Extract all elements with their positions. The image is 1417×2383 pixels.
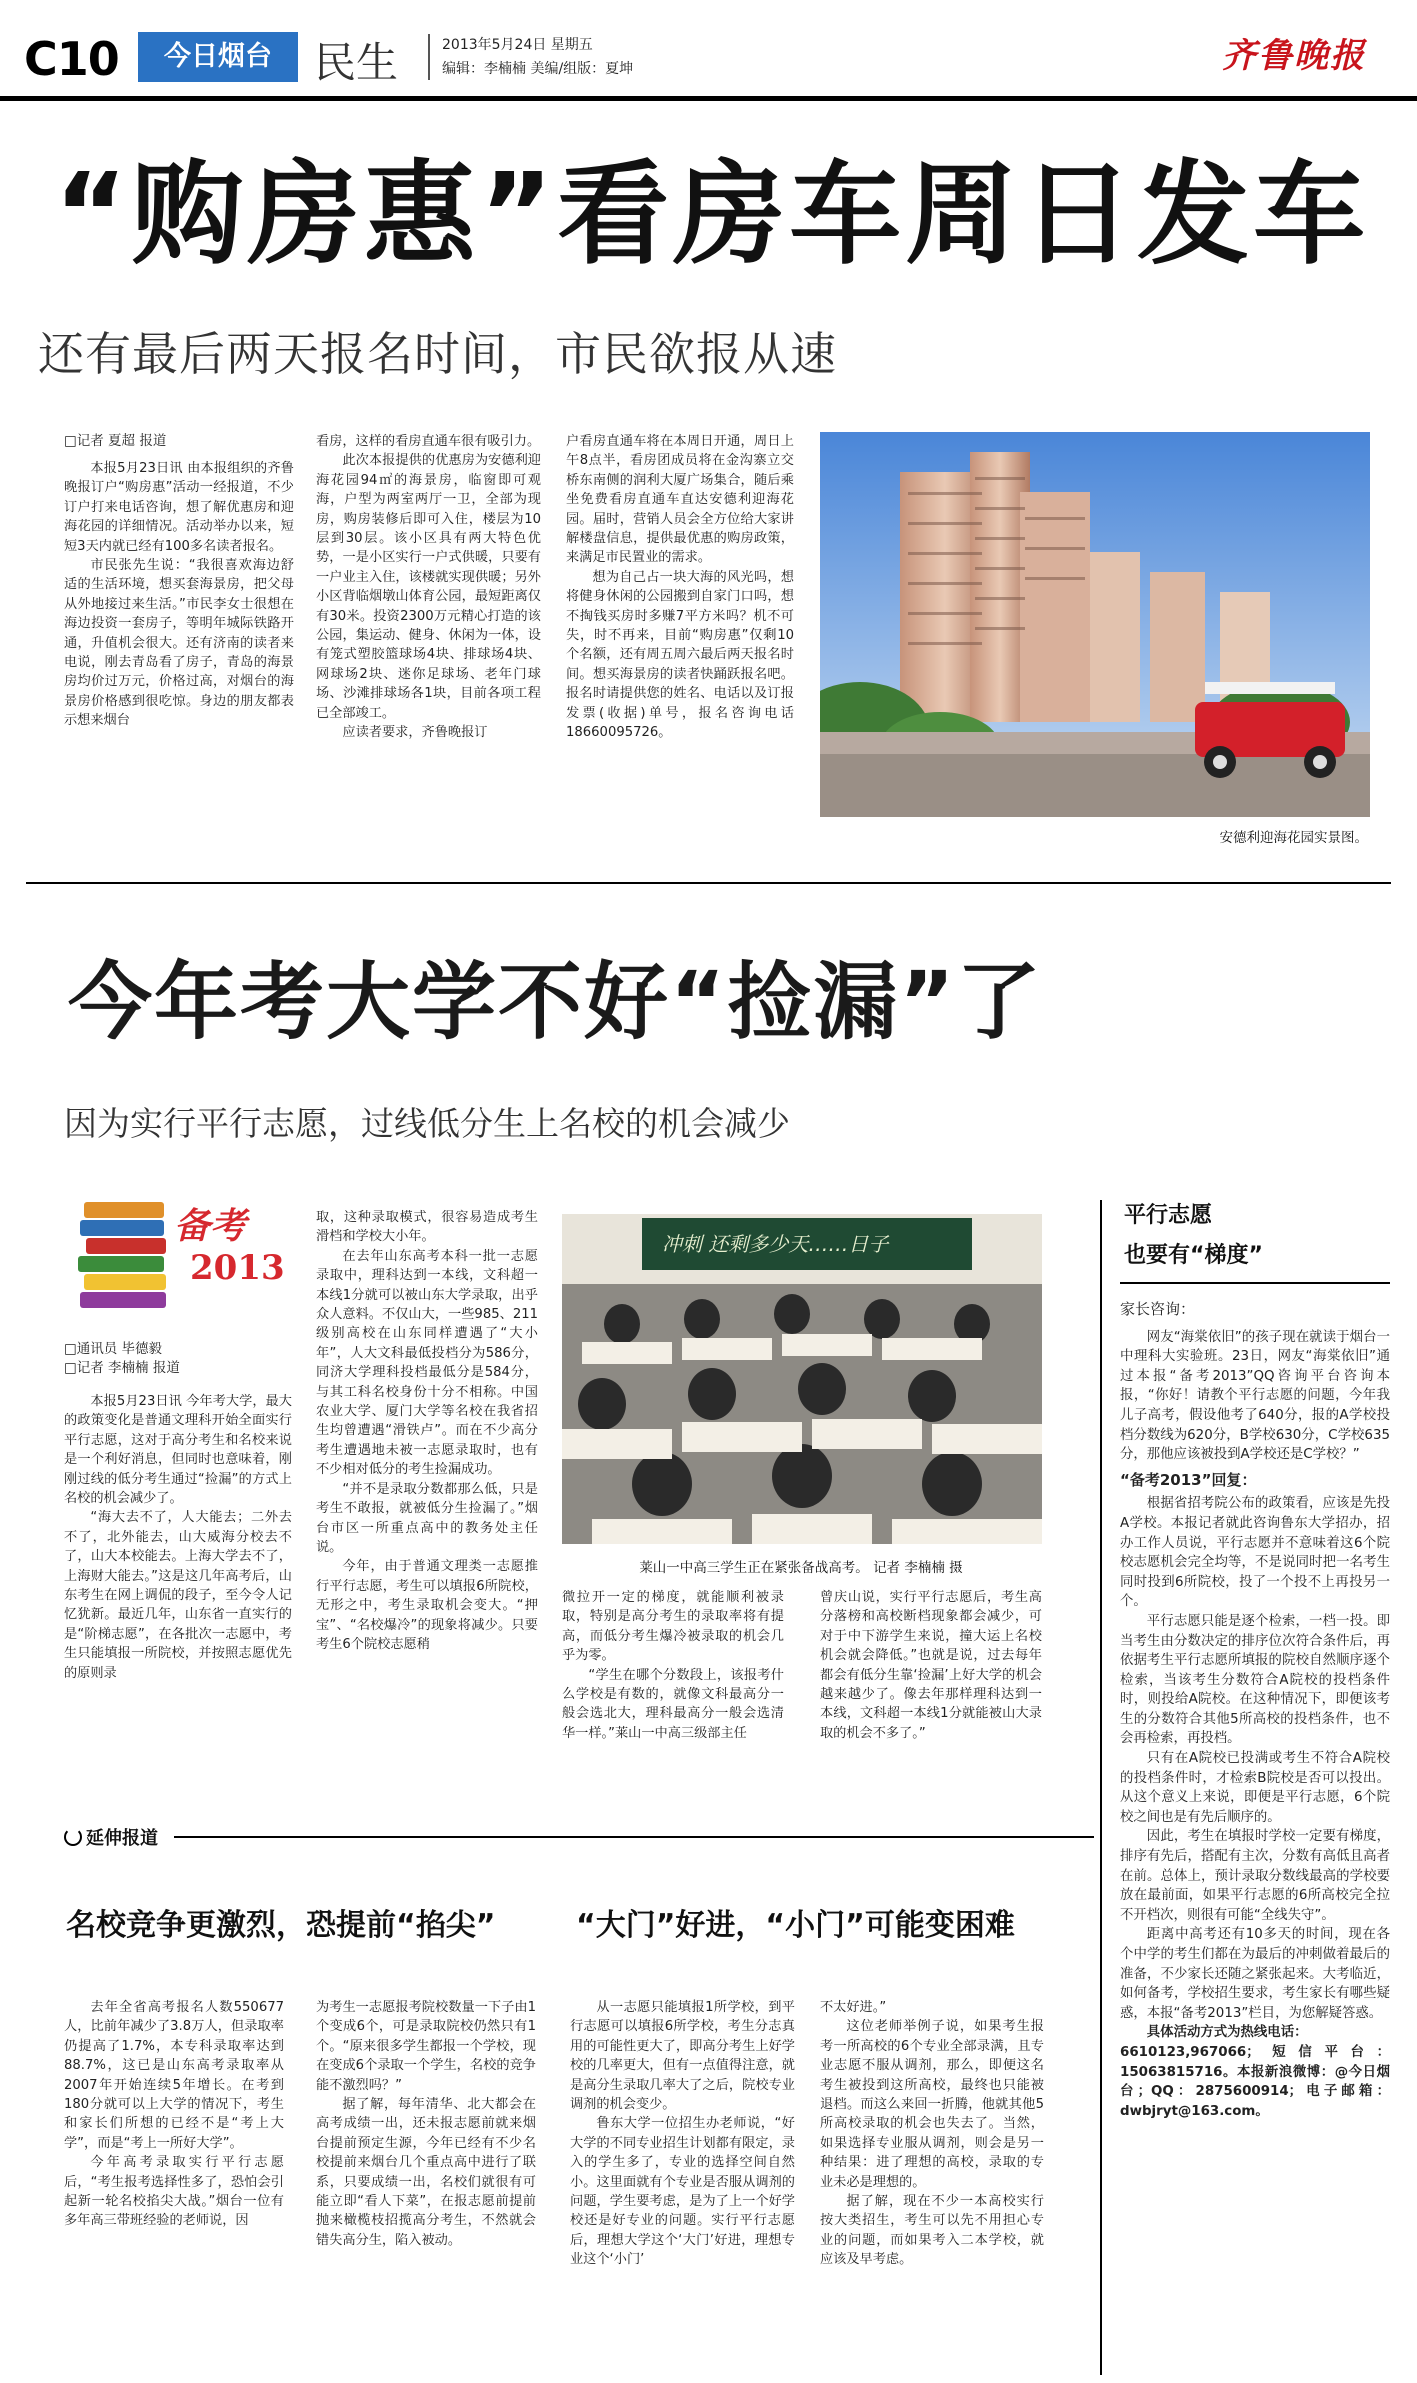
- article1-column-1: [64, 432, 294, 862]
- article1-headline: “购房惠”看房车周日发车: [54, 150, 1370, 280]
- extended-paragraph: 为考生一志愿报考院校数量一下子由1个变成6个，可是录取院校仍然只有1个。“原来很多学生都报一个学校，现在变成6个录取一个学生，名校的竞争能不激烈吗？”: [316, 2000, 536, 2093]
- sidebar-answer: 距离中高考还有10多天的时间，现在各个中学的考生们都在为最后的冲刺做着最后的准备，不少家长还随之紧张起来。大考临近，如何备考，学校招生要求，考生家长有哪些疑惑，本报“备考2013”栏目，为您解疑答惑。: [1120, 1927, 1390, 2021]
- article2-paragraph: 在去年山东高考本科一批一志愿录取中，理科达到一本线，文科超一本线1分就可以被山东大学录取，出乎众人意料。不仅山大，一些985、211级别高校在山东同样遭遇了“大小年”，人大文科最低投档分为586分，同济大学理科投档最低分是584分，与其工科名校身份十分不相称。中国农业大学、厦门大学等名校在我省招生均曾遭遇“滑铁卢”。而在不少高分考生遭遇地未被一志愿录取时，也有不少相对低分的考生捡漏成功。: [316, 1248, 538, 1478]
- extended-right-column-1: [570, 1998, 795, 2378]
- article2-column-2: [316, 1208, 538, 1803]
- extended-paragraph: 今年高考录取实行平行志愿后，“考生报考选择性多了，恐怕会引起新一轮名校掐尖大战。”烟台一位有多年高三带班经验的老师说，因: [64, 2155, 284, 2229]
- extended-paragraph: 鲁东大学一位招生办老师说，“好大学的不同专业招生计划都有限定，录入的学生多了，专业的选择空间自然小。这里面就有个专业是否服从调剂的问题，学生要考虑，是为了上一个好学校还是好专业的问题。实行平行志愿后，理想大学这个‘大门’好进，理想专业这个‘小门’: [570, 2116, 795, 2268]
- sidebar-divider: [1100, 1200, 1102, 2375]
- extended-report-label: 延伸报道: [86, 1828, 158, 1849]
- header-divider: [428, 34, 430, 80]
- sidebar-title-rule: [1120, 1282, 1390, 1284]
- article2-subhead: 因为实行平行志愿，过线低分生上名校的机会减少: [64, 1104, 790, 1143]
- extended-left-headline: 名校竞争更激烈，恐提前“掐尖”: [66, 1908, 496, 1943]
- extended-paragraph: 据了解，每年清华、北大都会在高考成绩一出，还未报志愿前就来烟台提前预定生源，今年已经有不少名校提前来烟台几个重点高中进行了联系，只要成绩一出，名校们就很有可能立即“看人下菜”，在报志愿前提前抛来橄榄枝招揽高分考生，不然就会错失高分生，陷入被动。: [316, 2097, 536, 2248]
- article2-paragraph: 微拉开一定的梯度，就能顺利被录取，特别是高分考生的录取率将有提高，而低分考生爆冷被录取的机会几乎为零。: [562, 1590, 784, 1664]
- extended-left-column-2: [316, 1998, 536, 2378]
- article2-paragraph: “海大去不了，人大能去；二外去不了，北外能去，山大威海分校去不了，山大本校能去。上海大学去不了，上海财大能去。”这是这几年高考后，山东考生在网上调侃的段子，至今令人记忆犹新。最近几年，山东省一直实行的是“阶梯志愿”，在各批次一志愿中，考生只能填报一所院校，并按照志愿优先的原则录: [64, 1510, 292, 1681]
- section-name: 民生: [314, 38, 399, 87]
- article2-column-4: [820, 1588, 1042, 1803]
- section-rule: [26, 882, 1391, 884]
- page-header: [0, 0, 1417, 100]
- sidebar-body: [1120, 1300, 1390, 2375]
- article2-byline: □记者 李楠楠 报道: [64, 1360, 180, 1376]
- article2-paragraph: “学生在哪个分数段上，该报考什么学校是有数的，就像文科最高分一般会选北大，理科最高分一般会选清华一样。”莱山一中高三级部主任: [562, 1667, 784, 1741]
- sidebar-answer: 根据省招考院公布的政策看，应该是先投A学校。本报记者就此咨询鲁东大学招办，招办工作人员说，平行志愿并不意味着这6个院校志愿机会完全均等，不是说同时把一名考生同时投到6所院校，投了一个投不上再投另一个。: [1120, 1496, 1390, 1610]
- issue-date: 2013年5月24日 星期五: [442, 37, 593, 53]
- extended-report-icon: [64, 1828, 82, 1846]
- sidebar-contact-title: 具体活动方式为热线电话：: [1146, 2025, 1308, 2041]
- page-number: C10: [24, 32, 119, 86]
- article1-column-3: [566, 432, 794, 862]
- article1-paragraph: 应读者要求，齐鲁晚报订: [342, 725, 488, 741]
- beikao-logo: [74, 1192, 304, 1322]
- sidebar-answer: 因此，考生在填报时学校一定要有梯度，排序有先后，搭配有主次，分数有高低且高者在前。总体上，预计录取分数线最高的学校要放在最前面，如果平行志愿的6所高校完全拉不开档次，则很有可能“全线失守”。: [1120, 1829, 1390, 1923]
- article1-byline: □记者 夏超 报道: [64, 433, 167, 449]
- housing-photo-illustration: [820, 432, 1370, 817]
- extended-paragraph: 据了解，现在不少一本高校实行按大类招生，考生可以先不用担心专业的问题，而如果考入二本学校，就应该及早考虑。: [820, 2194, 1044, 2268]
- header-rule: [0, 96, 1417, 101]
- sidebar-title-line2: 也要有“梯度”: [1124, 1243, 1263, 1268]
- sidebar-question: 网友“海棠依旧”的孩子现在就读于烟台一中理科大实验班。23日，网友“海棠依旧”通过本报“备考2013”QQ咨询平台咨询本报，“你好！请教个平行志愿的问题，今年我儿子高考，假设他考了640分，报的A学校投档分数线为620分，B学校630分，C学校635分，那他应该被投到A学校还是C学校？”: [1120, 1329, 1390, 1463]
- extended-paragraph: 去年全省高考报名人数550677人，比前年减少了3.8万人，但录取率仍提高了1.7%，本专科录取率达到88.7%，这已是山东高考录取率从2007年开始连续5年增长。在考到180分就可以上大学的情况下，考生和家长们所想的已经不是“考上大学”，而是“考上一所好大学”。: [64, 2000, 284, 2151]
- sidebar-question-label: 家长咨询：: [1120, 1300, 1196, 1318]
- beikao-logo-year: 2013: [190, 1248, 285, 1288]
- article1-paragraph: 市民张先生说：“我很喜欢海边舒适的生活环境，想买套海景房，把父母从外地接过来生活。”市民李女士很想在海边投资一套房子，等明年城际铁路开通，升值机会很大。还有济南的读者来电说，刚去青岛看了房子，青岛的海景房均价过万元，价格过高，对烟台的海景房价格感到很吃惊。身边的朋友都表示想来烟台: [64, 558, 294, 729]
- article1-paragraph: 本报5月23日讯 由本报组织的齐鲁晚报订户“购房惠”活动一经报道，不少订户打来电话咨询，想了解优惠房和迎海花园的详细情况。活动举办以来，短短3天内就已经有100多名读者报名。: [64, 461, 294, 554]
- article1-paragraph: 此次本报提供的优惠房为安德利迎海花园94㎡的海景房，临窗即可观海，户型为两室两厅一卫，全部为现房，购房装修后即可入住，楼层为10层到30层。该小区具有两大特色优势，一是小区实行一户式供暖，只要有一户业主入住，该楼就实现供暖；另外小区背临烟墩山体育公园，最短距离仅有30米。投资2300万元精心打造的该公园，集运动、健身、休闲为一体，设有笼式塑胶篮球场4块、排球场4块、网球场2块、迷你足球场、老年门球场、沙滩排球场各1块，目前各项工程已全部竣工。: [316, 453, 541, 721]
- article2-byline: □通讯员 毕德毅: [64, 1341, 163, 1357]
- section-tab: 今日烟台: [138, 32, 298, 82]
- article2-column-3: [562, 1588, 784, 1803]
- article2-paragraph: 本报5月23日讯 今年考大学，最大的政策变化是普通文理科开始全面实行平行志愿，这对于高分考生和名校来说是一个利好消息，但同时也意味着，刚刚过线的低分考生通过“捡漏”的方式上名校的机会减少了。: [64, 1394, 292, 1507]
- editor-credits: 编辑：李楠楠 美编/组版：夏坤: [442, 61, 634, 77]
- extended-right-headline: “大门”好进，“小门”可能变困难: [576, 1908, 1015, 1943]
- extended-right-column-2: [820, 1998, 1044, 2378]
- book-stack-icon: [74, 1192, 174, 1312]
- article1-photo: [820, 432, 1370, 817]
- article2-photo-caption: 莱山一中高三学生正在紧张备战高考。 记者 李楠楠 摄: [639, 1560, 963, 1576]
- extended-report-rule: [174, 1836, 1094, 1838]
- article1-paragraph: 看房，这样的看房直通车很有吸引力。: [316, 434, 541, 449]
- classroom-photo-illustration: [562, 1214, 1042, 1544]
- sidebar-answer: 只有在A院校已投满或考生不符合A院校的投档条件时，才检索B院校是否可以投出。从这个意义上来说，即便是平行志愿，6个院校之间也是有先后顺序的。: [1120, 1751, 1390, 1825]
- sidebar-title-line1: 平行志愿: [1124, 1203, 1213, 1228]
- extended-paragraph: 不太好进。”: [820, 2000, 887, 2015]
- extended-paragraph: 从一志愿只能填报1所学校，到平行志愿可以填报6所学校，考生分志真用的可能性更大了，即高分考生上好学校的几率更大，但有一点值得注意，就是高分生录取几率大了之后，院校专业调剂的机会变少。: [570, 2000, 795, 2113]
- article2-paragraph: 曾庆山说，实行平行志愿后，考生高分落榜和高校断档现象都会减少，可对于中下游学生来说，撞大运上名校机会就会降低。”也就是说，过去每年都会有低分生靠‘捡漏’上好大学的机会越来越少了。像去年那样理科达到一本线，文科超一本线1分就能被山大录取的机会不多了。”: [820, 1590, 1042, 1741]
- extended-paragraph: 这位老师举例子说，如果考生报考一所高校的6个专业全部录满，且专业志愿不服从调剂，那么，即便这名考生被投到这所高校，最终也只能被退档。而这么来回一折腾，他就其他5所高校录取的机会也失去了。当然，如果选择专业服从调剂，则会是另一种结果：进了理想的高校，录取的专业未必是理想的。: [820, 2019, 1044, 2190]
- sidebar-answer-label: “备考2013”回复：: [1120, 1470, 1257, 1489]
- article1-paragraph: 户看房直通车将在本周日开通，周日上午8点半，看房团成员将在金沟寨立交桥东南侧的润利大厦广场集合，随后乘坐免费看房直通车直达安德利迎海花园。届时，营销人员会全方位给大家讲解楼盘信息，提供最优惠的购房政策，来满足市民置业的需求。: [566, 434, 794, 566]
- article2-photo: [562, 1214, 1042, 1544]
- article2-column-1: [64, 1340, 292, 1800]
- article2-paragraph: 今年，由于普通文理类一志愿推行平行志愿，考生可以填报6所院校，无形之中，考生录取机会变大。“押宝”、“名校爆冷”的现象将减少。只要考生6个院校志愿稍: [316, 1559, 538, 1652]
- sidebar-contact: 6610123,967066；短信平台：15063815716。本报新浪微博：@今日烟台；QQ：2875600914；电子邮箱：dwbjryt@163.com。: [1120, 2044, 1390, 2119]
- photo-blackboard-text: 冲刺 还剩多少天……日子: [662, 1232, 889, 1256]
- sidebar-answer: 平行志愿只能是逐个检索，一档一投。即当考生由分数决定的排序位次符合条件后，再依据考生平行志愿所填报的院校自然顺序逐个检索，当该考生分数符合A院校的投档条件时，则投给A院校。在这种情况下，即便该考生的分数符合其他5所高校的投档条件，也不会再检索，再投档。: [1120, 1613, 1390, 1747]
- article2-headline: 今年考大学不好“捡漏”了: [68, 953, 1043, 1051]
- extended-left-column-1: [64, 1998, 284, 2378]
- article1-column-2: [316, 432, 541, 862]
- article1-paragraph: 想为自己占一块大海的风光吗，想将健身休闲的公园搬到自家门口吗，想不掏钱买房时多赚7平方米吗？机不可失，时不再来，目前“购房惠”仅剩10个名额，还有周五周六最后两天报名时间。想买海景房的读者快踊跃报名吧。报名时请提供您的姓名、电话以及订报发票(收据)单号，报名咨询电话18660095726。: [566, 569, 794, 741]
- article1-photo-caption: 安德利迎海花园实景图。: [1219, 830, 1368, 846]
- newspaper-logo: 齐鲁晚报: [1222, 36, 1366, 76]
- extended-report-bar: [64, 1822, 1094, 1852]
- article2-paragraph: 取，这种录取模式，很容易造成考生滑档和学校大小年。: [316, 1210, 538, 1245]
- article1-subhead: 还有最后两天报名时间，市民欲报从速: [38, 327, 837, 381]
- article2-paragraph: “并不是录取分数都那么低，只是考生不敢报，就被低分生捡漏了。”烟台市区一所重点高中的教务处主任说。: [316, 1481, 538, 1555]
- beikao-logo-text: 备考: [174, 1206, 247, 1247]
